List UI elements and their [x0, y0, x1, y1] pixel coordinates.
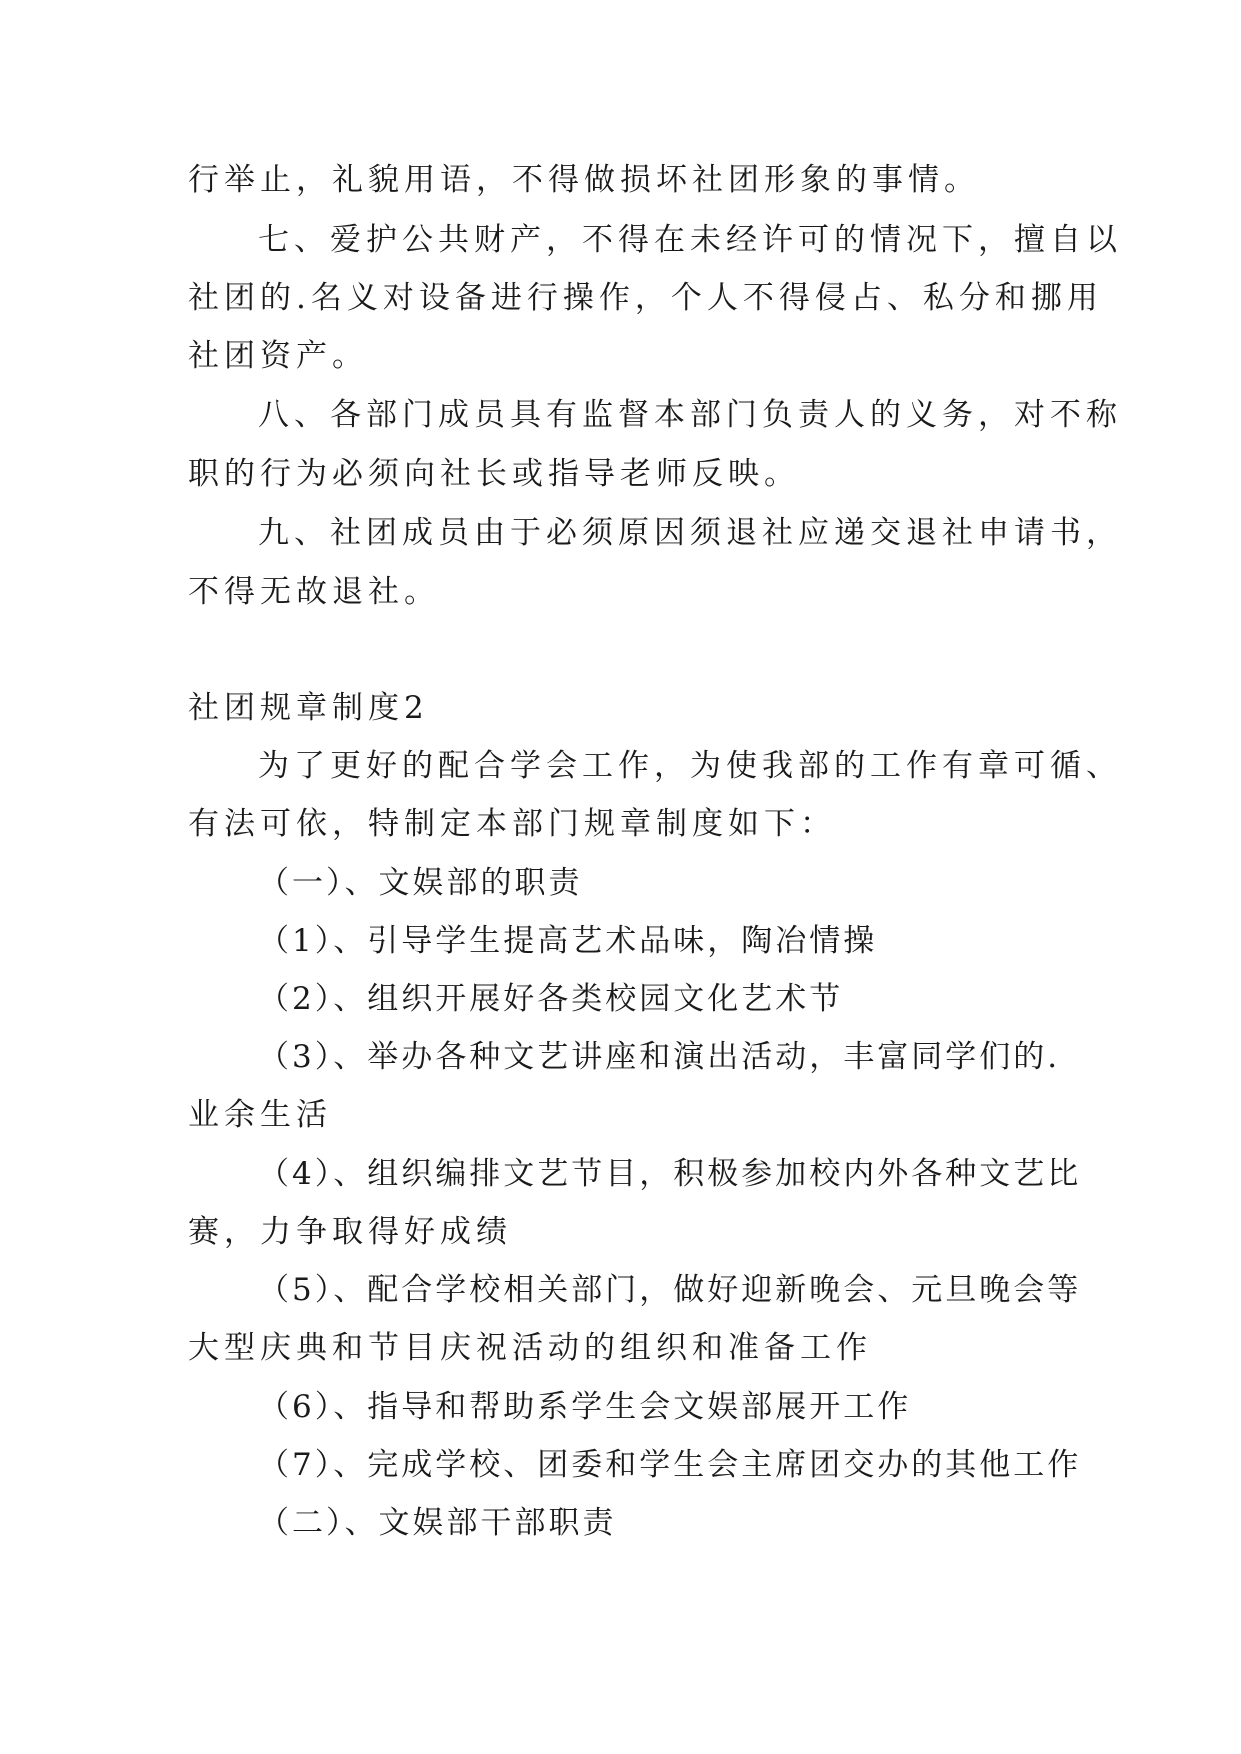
duty-3-line-2: 业余生活: [188, 1097, 332, 1133]
rule-8-line-1: 八、各部门成员具有监督本部门负责人的义务，对不称: [258, 397, 1122, 433]
rule-9-line-1: 九、社团成员由于必须原因须退社应递交退社申请书，: [258, 515, 1122, 551]
duty-4-line-2: 赛，力争取得好成绩: [188, 1214, 512, 1250]
intro-line-2: 有法可依，特制定本部门规章制度如下：: [188, 806, 836, 842]
duty-3-line-1: （3）、举办各种文艺讲座和演出活动，丰富同学们的.: [258, 1039, 1061, 1075]
subsection-1-heading: （一）、文娱部的职责: [258, 865, 583, 901]
intro-line-1: 为了更好的配合学会工作，为使我部的工作有章可循、: [258, 748, 1122, 784]
duty-2: （2）、组织开展好各类校园文化艺术节: [258, 981, 844, 1017]
section-heading: 社团规章制度2: [188, 690, 429, 726]
rule-8-line-2: 职的行为必须向社长或指导老师反映。: [188, 456, 800, 492]
duty-5-line-1: （5）、配合学校相关部门，做好迎新晚会、元旦晚会等: [258, 1272, 1082, 1308]
duty-6: （6）、指导和帮助系学生会文娱部展开工作: [258, 1389, 912, 1425]
rule-7-line-2: 社团的.名义对设备进行操作，个人不得侵占、私分和挪用: [188, 280, 1103, 316]
duty-4-line-1: （4）、组织编排文艺节目，积极参加校内外各种文艺比: [258, 1156, 1082, 1192]
rule-9-line-2: 不得无故退社。: [188, 574, 440, 610]
duty-1: （1）、引导学生提高艺术品味，陶冶情操: [258, 923, 878, 959]
paragraph-6-end: 行举止，礼貌用语，不得做损坏社团形象的事情。: [188, 162, 980, 198]
rule-7-line-3: 社团资产。: [188, 338, 368, 374]
duty-7: （7）、完成学校、团委和学生会主席团交办的其他工作: [258, 1447, 1082, 1483]
rule-7-line-1: 七、爱护公共财产，不得在未经许可的情况下，擅自以: [258, 222, 1122, 258]
subsection-2-heading: （二）、文娱部干部职责: [258, 1505, 617, 1541]
duty-5-line-2: 大型庆典和节目庆祝活动的组织和准备工作: [188, 1330, 872, 1366]
